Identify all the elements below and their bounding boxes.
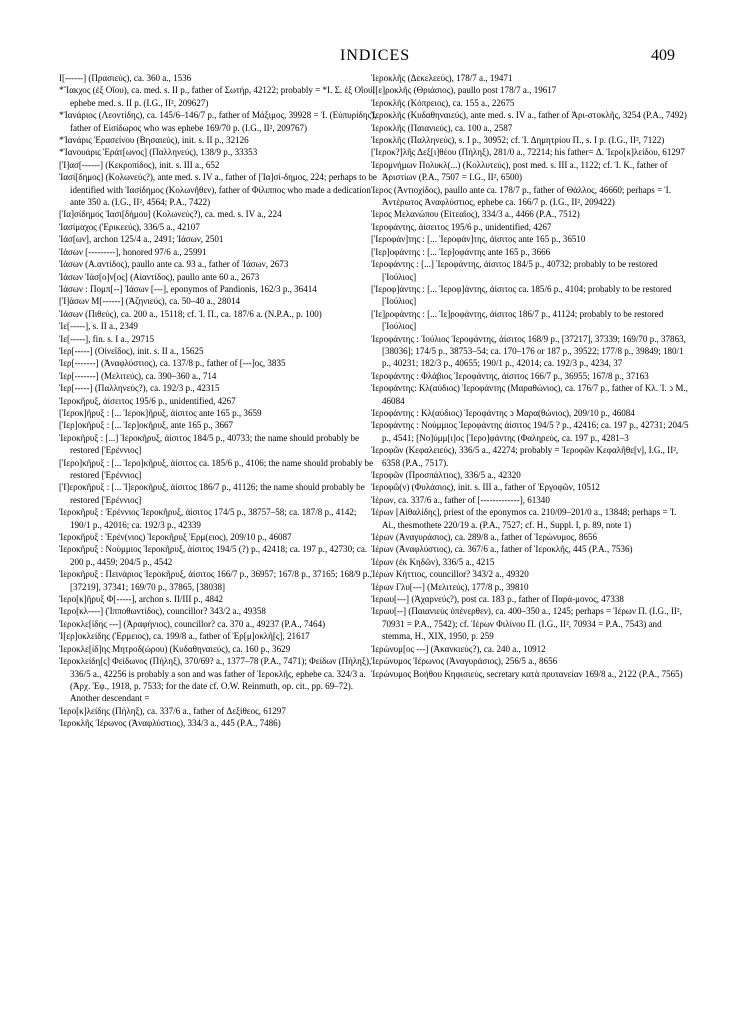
index-entry: Ἱερομνήμων Πολυκλ(...) (Κολλυτεύς), post med. s. III a., 1122; cf. Ἱ. Κ., father of Ἀριστίων (P.A., 7507 = I.G., II², 6500) bbox=[371, 159, 668, 183]
index-entry: Ἱεροκλῆς Ἱέρωνος (Ἀναφλύστιος), 334/3 a., 445 (P.A., 7486) bbox=[59, 718, 281, 729]
index-entry: [Ἱεροκ?]λῆς Δεξ[ι]θέου (Πήληξ), 281/0 a., 72214; his father= Δ. Ἱερο[κ]λείδου, 61297 bbox=[371, 147, 685, 158]
index-entry: Ἱεροκλῆς (Παλληνεύς), s. I p., 30952; cf. Ἱ. Δημητρίου Π., s. I p. (I.G., II², 7122) bbox=[371, 135, 665, 146]
index-entry: *Ἰανάριος (Λεοντίδης), ca. 145/6–146/7 p., father of Μάξιμος, 39928 = Ἰ. (Εὐπυρίδης), father of Εἰσίδωρος who was ephebe 169/70 p. (I.G., II², 209767) bbox=[59, 110, 377, 133]
index-entry: Ἱεροκῆρυξ : Ἐρέννιος Ἱεροκῆρυξ, ἀίσιτος 174/5 p., 38757–58; ca. 187/8 p., 4142; 190/1 p., 42016; ca. 192/3 p., 42339 bbox=[59, 507, 357, 530]
index-entry: Ἱ[ε]ροκλῆς (Θριάσιος), paullo post 178/7 a., 19617 bbox=[371, 85, 557, 96]
index-entry: Ἱεροκῆρυξ : Νούμμιος Ἱεροκῆρυξ, ἀίσιτος 194/5 (?) p., 42418; ca. 197 p., 42730; ca. 200 p., 4459; 204/5 p., 4542 bbox=[59, 544, 368, 567]
index-entry: Ἱεροφάντης: Κλ(αύδιος) Ἱεροφάντης (Μαραθώνιος), ca. 176/7 p., father of Κλ. Ἱ. ͻ Μ., 46084 bbox=[371, 383, 688, 406]
index-entry: Ἱεροκλε[ίδ]ης Μητροδ(ώρου) (Κυδαθηναιεύς), ca. 160 p., 3629 bbox=[59, 643, 291, 654]
index-entry: I[------] (Πρασιεύς), ca. 360 a., 1536 bbox=[59, 73, 192, 83]
index-entry: Ἱεροκλῆς (Παιανιεύς), ca. 100 a., 2587 bbox=[371, 122, 513, 133]
index-entry: Ἱεροκλε[ίδης ---] (Ἀραφήνιος), councillor? ca. 370 a., 49237 (P.A., 7464) bbox=[59, 618, 326, 629]
index-entry: Ἱερο[κλ----] (Ἱπποθωντίδος), councillor? 343/2 a., 49358 bbox=[59, 606, 266, 617]
index-entry: Ἱέρων Γλυ[---] (Μελιτεύς), 177/8 p., 39810 bbox=[371, 581, 529, 592]
index-entry: Ἱεροκλῆς (Κυδαθηναιεύς), ante med. s. IV a., father of Ἀρι-στοκλῆς, 3254 (P.A., 7492) bbox=[371, 110, 687, 121]
index-entry: Ἱεροκῆρυξ, ἀίσειτος 195/6 p., unidentified, 4267 bbox=[59, 395, 236, 406]
index-entry: Ἱεροκῆρυξ : Πεινάριος Ἱεροκῆρυξ, ἀίσιτος 166/7 p., 36957; 167/8 p., 37165; 168/9 p., [37219], 37341; 169/70 p., 37865, [38038] bbox=[59, 569, 372, 592]
index-entry: Ἱ[ερ]οκλείδης (Ἑρμειος), ca. 199/8 a., father of Ἐρ[μ]οκλῆ[ς], 21617 bbox=[59, 631, 310, 642]
index-entry: Ἱερωυ[--] (Παιανιεὺς ὑπένερθεν), ca. 400–350 a., 1245; perhaps = Ἱέρων Π. (I.G., II², 70931 = P.A., 7542); cf. Ἱέρων Φιλίνου Π. (I.G., II², 70934 = P.A., 7543) and stemma, H., XIX, 1950, p. 259 bbox=[371, 606, 682, 642]
index-entry: Ἱερωυ[---] (Ἀχαρνεύς?), post ca. 183 p., father of Παρά-μονος, 47338 bbox=[371, 594, 624, 605]
index-entry: Ἱερο[κ]λείδης (Πήληξ), ca. 337/6 a., father of Δεξίθεος, 61297 bbox=[59, 705, 286, 716]
index-entry: Ἰάσων [---------], honored 97/6 a., 25991 bbox=[59, 246, 207, 257]
index-entry: Ἰερ[-------] (Ἀναφλύστιος), ca. 137/8 p., father of [---]ος, 3835 bbox=[59, 358, 286, 369]
index-entry: Ἱεροκλείδη[ς] Φείδωνος (Πήληξ), 370/69? a., 1377–78 (P.A., 7471); Φείδων (Πήληξ), 336/5 a., 42256 is probably a son and was father of Ἱεροκλῆς, ephebe ca. 324/3 a. (Ἀρχ. Ἐφ., 1918, p. 7533; for the date cf. O.W. Reinmuth, op. cit., pp. 69–72). Another descendant = bbox=[59, 656, 372, 704]
running-head: INDICES bbox=[340, 47, 411, 64]
index-entry: Ἱεροφάντης : Φλάβιος Ἱεροφάντης, ἀίσιτος 166/7 p., 36955; 167/8 p., 37163 bbox=[371, 370, 649, 381]
index-entry: [Ἰ]ασ[------] (Κεκροπίδος), init. s. III a., 652 bbox=[59, 159, 220, 170]
index-entry: Ἱέρων (Ἀναφλύστιος), ca. 367/6 a., father of Ἱεροκλῆς, 445 (P.A., 7536) bbox=[371, 544, 633, 555]
index-entry: Ἱεροφῶ(ν) (Φυλάσιος), init. s. III a., father of Ἐργοφῶν, 10512 bbox=[371, 482, 600, 493]
index-entry: *Ἴακχος (ἐξ Οἴου), ca. med. s. II p., father of Σωτήρ, 42122; probably = *Ι. Σ. ἐξ Οἴου, ephebe med. s. II p. (I.G., II², 209627) bbox=[59, 85, 375, 108]
index-entry: Ἱερώνυμος Βοήθου Κηφισιεύς, secretary κατὰ πρυτανείαν 169/8 a., 2122 (P.A., 7565) bbox=[371, 668, 683, 679]
index-entry: [Ἱεροφάν]της : [... Ἱεροφάν]της, ἀίσιτος ante 165 p., 36510 bbox=[371, 234, 586, 245]
index-entry: Ἱεροφῶν (Προσπάλτιος), 336/5 a., 42320 bbox=[371, 470, 521, 480]
index-entry: *Ἰανάρις Ἐρασείνου (Βησαιεύς), init. s. II p., 32126 bbox=[59, 135, 249, 146]
index-entry: Ἰάσων (Α.αντίδος), paullo ante ca. 93 a., father of Ἰάσων, 2673 bbox=[59, 259, 289, 270]
index-entry: [Ἱερ]οκῆρυξ : [... Ἱερ]οκῆρυξ, ante 165 p., 3667 bbox=[59, 420, 234, 431]
index-entry: Ἰάσων : Πομπ[--] Ἰάσων [---], eponymos of Pandionis, 162/3 p., 36414 bbox=[59, 283, 317, 294]
index-entry: Ἰάσων (Πιθεύς), ca. 200 a., 15118; cf. Ἰ. Π., ca. 187/6 a. (N.P.A., p. 100) bbox=[59, 308, 322, 319]
index-entry: [Ἱερο]κῆρυξ : [... Ἱερο]κῆρυξ, ἀίσιτος ca. 185/6 p., 4106; the name should probably be restored [Ἐρέννιος] bbox=[59, 457, 374, 480]
index-entry: *Ἰανουάρις Ἐράτ[ωνος] (Παλληνεύς), 138/9 p., 33353 bbox=[59, 147, 258, 158]
page-number: 409 bbox=[651, 47, 675, 64]
right-column bbox=[371, 72, 689, 680]
index-entry: Ἰερ[-------] (Μελιτεύς), ca. 390–360 a., 714 bbox=[59, 370, 217, 381]
index-entry: Ἰάσ[ων], archon 125/4 a., 2491; Ἰάσων, 2501 bbox=[59, 234, 224, 245]
index-entry: [Ἱ]εροκῆρυξ : [... Ἱ]εροκῆρυξ, ἀίσιτος 186/7 p., 41126; the name should probably be restored [Ἐρέννιος] bbox=[59, 482, 365, 505]
index-entry: [Ἱε]ροφάντης : [... Ἱε]ροφάντης, ἀίσιτος 186/7 p., 41124; probably to be restored [Ἰούλιος] bbox=[371, 308, 664, 332]
index-entry: Ἱεροκῆρυξ : [...] Ἱεροκῆρυξ, ἀίσιτος 184/5 p., 40733; the name should probably be restored [Ἐρέννιος] bbox=[59, 432, 360, 456]
index-entry: Ἰερ[-----] (Παλληνεύς?), ca. 192/3 p., 42315 bbox=[59, 383, 220, 394]
index-entry: Ἱέρων [Αἰθαλίδης], priest of the eponymos ca. 210/09–201/0 a., 13848; perhaps = Ἱ. Αἰ., thesmothete 220/19 a. (P.A., 7527; cf. H., Suppl. I, p. 89, note 1) bbox=[371, 507, 677, 530]
index-entry: Ἱέρων, ca. 337/6 a., father of [-------------], 61340 bbox=[371, 494, 550, 505]
index-entry: Ἱερο[κ]ῆρυξ Φ[-----], archon s. II/III p., 4842 bbox=[59, 594, 224, 605]
index-entry: Ἱεροφάντης : Κλ(αύδιος) Ἱεροφάντης ͻ Μαρα(θώνιος), 209/10 p., 46084 bbox=[371, 407, 635, 418]
index-entry: Ἱεροφάντης : [...] Ἱεροφάντης, ἀίσιτος 184/5 p., 40732; probably to be restored [Ἰούλιος] bbox=[371, 259, 658, 282]
index-entry: Ἱερώνυμος Ἱέρωνος (Ἀναγυράσιος), 256/5 a., 8656 bbox=[371, 656, 558, 667]
left-column bbox=[59, 72, 377, 730]
index-entry: Ἱεροφάντης : Νούμμιος Ἱεροφάντης ἀίσιτος 194/5 ? p., 42416; ca. 197 p., 42731; 204/5 p., 4541; [Νο]ύμμ[ι]ος [Ἱερο]φάντης (Φαληρεύς, ca. 197 p., 4281–3 bbox=[371, 420, 689, 443]
index-entry: [Ἱεροφ]άντης : [... Ἱεροφ]άντης, ἀίσιτος ca. 185/6 p., 4104; probably to be restored [Ἰούλιος] bbox=[371, 283, 672, 307]
index-entry: [Ἰ]άσων Μ[------] (Ἀζηνιεύς), ca. 50–40 a., 28014 bbox=[59, 296, 241, 307]
index-entry: Ἱέρων Κήττιος, councillor? 343/2 a., 49320 bbox=[371, 569, 529, 580]
index-entry: Ἱερώνυμ[ος ---] (Ἀκανκιεύς?), ca. 240 a., 10912 bbox=[371, 643, 546, 654]
index-entry: Ἱεροκλῆς (Δεκελεεύς), 178/7 a., 19471 bbox=[371, 73, 513, 83]
index-entry: Ἰασί[δημος] (Κολωνεύς?), ante med. s. IV a., father of [Ἰα]σί-δημος, 224; perhaps to be identified with Ἰασίδημος (Κολωνῆθεν), father of Φίλιππος who made a dedication ante 350 a. (I.G., II², 4564; P.A., 7422) bbox=[59, 172, 377, 208]
index-entry: Ἱεροφάντης, ἀίσειτος 195/6 p., unidentified, 4267 bbox=[371, 221, 552, 232]
index-entry: Ἰε[-----], fin. s. I a., 29715 bbox=[59, 333, 154, 344]
index-entry: Ἱερος (Ἀντιοχίδος), paullo ante ca. 178/7 p., father of Θάλλος, 46660; perhaps = Ἱ. Ἀντέρωτος Ἀναφλύστιος, ephebe ca. 166/7 p. (I.G., II², 209422) bbox=[371, 184, 671, 208]
index-entry: Ἱεροφάντης : Ἰούλιος Ἱεροφάντης, ἀίσιτος 168/9 p., [37217], 37339; 169/70 p., 37863, [38036]; 174/5 p., 38753–54; ca. 170–176 or 187 p., 39522; 177/8 p., 39849; 180/1 p., 40231; 182/3 p., 40655; 190/1 p., 42014; ca. 192/3 p., 4234, 37 bbox=[371, 333, 686, 369]
index-entry: Ἱεροκλῆς (Κόπρειος), ca. 155 a., 22675 bbox=[371, 97, 515, 108]
index-entry: [Ἱερ]οφάντης : [... Ἱερ]οφάντης ante 165 p., 3666 bbox=[371, 246, 551, 257]
index-entry: Ἰερ[-----] (Οἰνεΐδος), init. s. II a., 15625 bbox=[59, 345, 204, 356]
index-entry: [Ἱεροκ]ῆρυξ : [... Ἱεροκ]ῆρυξ, ἀίσιτος ante 165 p., 3659 bbox=[59, 407, 262, 418]
index-entry: Ἱερος Μελανώπου (Εἰτεαῖος), 334/3 a., 4466 (P.A., 7512) bbox=[371, 209, 580, 220]
index-entry: Ἱεροφῶν (Κεφαλειεύς), 336/5 a., 42274; probably = Ἱεροφῶν Κεφαλῆθε[ν], I.G., II², 6358 (P.A., 7517). bbox=[371, 445, 679, 468]
index-entry: Ἰε[-----], s. II a., 2349 bbox=[59, 321, 138, 332]
index-entry: [Ἰα]σίδημος Ἰασι[δήμου] (Κολωνεύς?), ca. med. s. IV a., 224 bbox=[59, 209, 282, 220]
index-entry: Ἱεροκῆρυξ : Ἐρέν(νιος) Ἱεροκῆρυξ Ἑρμ(ειος), 209/10 p., 46087 bbox=[59, 532, 292, 543]
index-entry: Ἱέρων (ἐκ Κηδῶν), 336/5 a., 4215 bbox=[371, 556, 495, 567]
index-entry: Ἰάσων Ἰάσ[ο]ν[ος] (Αἰαντίδος), paullo ante 60 a., 2673 bbox=[59, 271, 260, 282]
index-entry: Ἰασίμαχος (Ἐρικεεύς), 336/5 a., 42107 bbox=[59, 221, 200, 232]
index-entry: Ἱέρων (Ἀναγυράσιος), ca. 289/8 a., father of Ἱερώνυμος, 8656 bbox=[371, 532, 597, 543]
